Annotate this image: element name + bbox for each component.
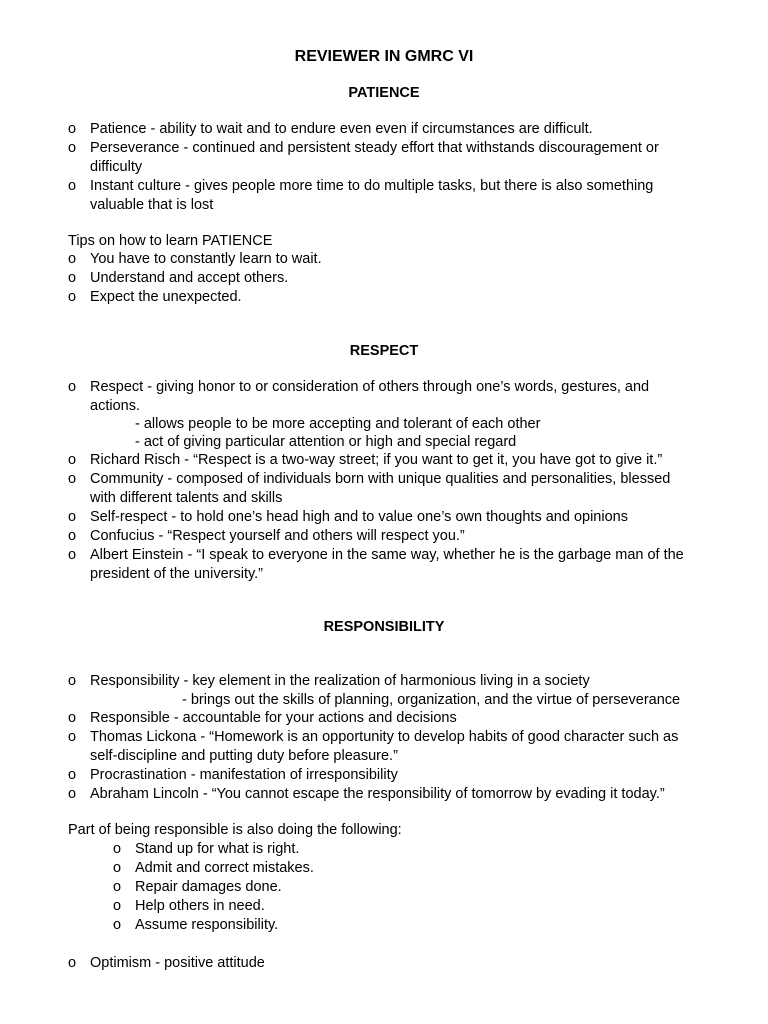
bullet-marker: o [68,178,77,194]
respect-item-1-cont: actions. [90,398,140,414]
bullet-marker: o [68,289,77,305]
bullet-marker: o [68,471,77,487]
responsibility-part-item-5: Assume responsibility. [135,917,279,933]
bullet-marker: o [68,729,77,745]
responsibility-part-item-4: Help others in need. [135,898,265,914]
responsibility-part-item-1: Stand up for what is right. [135,841,300,857]
responsibility-optimism: Optimism - positive attitude [90,955,265,971]
bullet-marker: o [68,547,77,563]
responsibility-item-3-cont: self-discipline and putting duty before pleasure.” [90,748,398,764]
bullet-marker: o [113,898,122,914]
bullet-marker: o [68,955,77,971]
responsibility-part-intro: Part of being responsible is also doing the following: [68,822,402,838]
respect-item-4: Self-respect - to hold one’s head high and to value one’s own thoughts and opinions [90,509,628,525]
patience-item-3-cont: valuable that is lost [90,197,214,213]
section-heading-responsibility: RESPONSIBILITY [323,619,445,635]
document-title: REVIEWER IN GMRC VI [294,48,474,65]
bullet-marker: o [68,452,77,468]
respect-sub-line-2: - act of giving particular attention or high and special regard [135,434,517,450]
bullet-marker: o [68,121,77,137]
respect-item-6: Albert Einstein - “I speak to everyone in the same way, whether he is the garbage man of the [90,547,684,563]
section-heading-patience: PATIENCE [348,85,420,101]
respect-item-5: Confucius - “Respect yourself and others will respect you.” [90,528,465,544]
bullet-marker: o [113,917,122,933]
respect-item-3: Community - composed of individuals born with unique qualities and personalities, blessed [90,471,671,487]
bullet-marker: o [68,509,77,525]
patience-tip-2: Understand and accept others. [90,270,289,286]
section-heading-respect: RESPECT [349,343,419,359]
responsibility-part-item-3: Repair damages done. [135,879,282,895]
responsibility-item-2: Responsible - accountable for your actions and decisions [90,710,457,726]
responsibility-item-5: Abraham Lincoln - “You cannot escape the responsibility of tomorrow by evading it today.” [90,786,665,802]
responsibility-item-1: Responsibility - key element in the realization of harmonious living in a society [90,673,590,689]
patience-tip-1: You have to constantly learn to wait. [90,251,322,267]
responsibility-part-item-2: Admit and correct mistakes. [135,860,314,876]
patience-tips-intro: Tips on how to learn PATIENCE [68,233,273,249]
respect-item-1: Respect - giving honor to or consideration of others through one’s words, gestures, and [90,379,650,395]
patience-item-2-cont: difficulty [90,159,143,175]
bullet-marker: o [68,710,77,726]
respect-item-3-cont: with different talents and skills [90,490,283,506]
patience-tip-3: Expect the unexpected. [90,289,242,305]
respect-item-2: Richard Risch - “Respect is a two-way street; if you want to get it, you have got to give it.” [90,452,663,468]
bullet-marker: o [68,379,77,395]
responsibility-sub-line: - brings out the skills of planning, organization, and the virtue of perseverance [182,692,681,708]
respect-sub-line-1: - allows people to be more accepting and tolerant of each other [135,416,541,432]
responsibility-item-4: Procrastination - manifestation of irresponsibility [90,767,398,783]
bullet-marker: o [68,767,77,783]
responsibility-item-3: Thomas Lickona - “Homework is an opportunity to develop habits of good character such as [90,729,679,745]
patience-item-3: Instant culture - gives people more time to do multiple tasks, but there is also something [90,178,654,194]
bullet-marker: o [113,841,122,857]
patience-item-2: Perseverance - continued and persistent steady effort that withstands discouragement or [90,140,659,156]
bullet-marker: o [113,879,122,895]
bullet-marker: o [68,270,77,286]
bullet-marker: o [68,140,77,156]
bullet-marker: o [68,251,77,267]
bullet-marker: o [113,860,122,876]
bullet-marker: o [68,528,77,544]
respect-item-6-cont: president of the university.” [90,566,264,582]
bullet-marker: o [68,786,77,802]
bullet-marker: o [68,673,77,689]
patience-item-1: Patience - ability to wait and to endure even even if circumstances are difficult. [90,121,593,137]
